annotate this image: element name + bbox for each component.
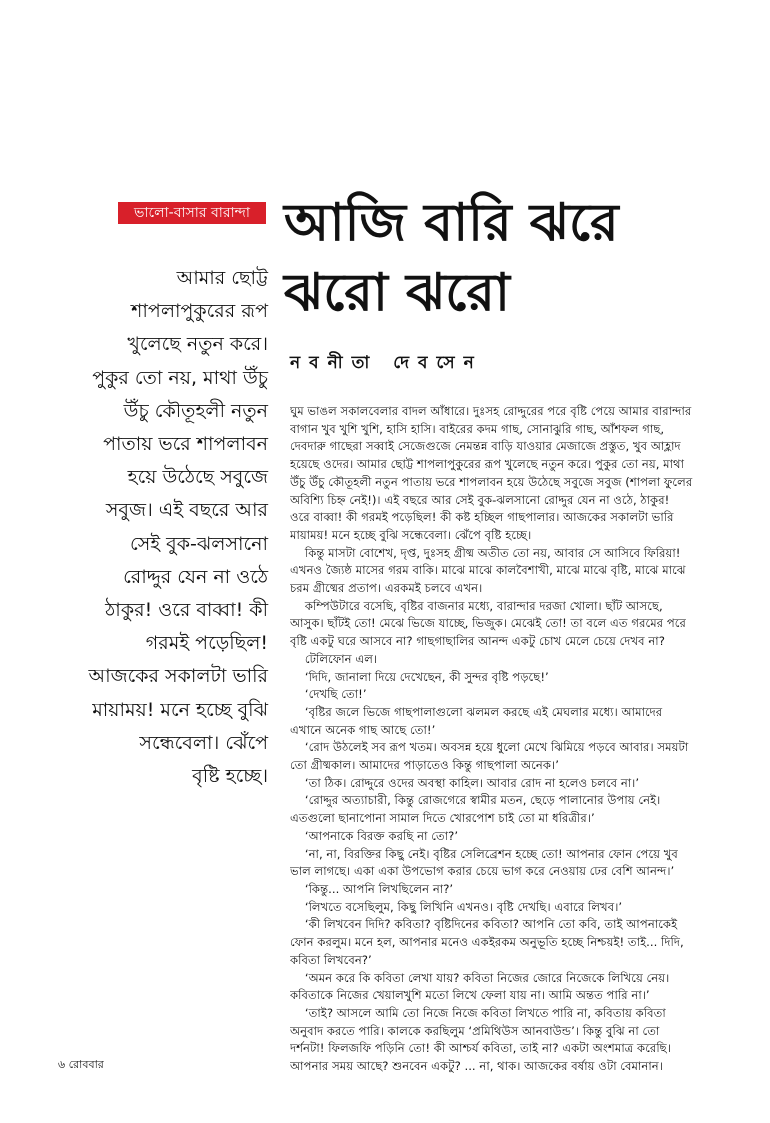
body-line: কবিতা লিখবেন?’: [290, 952, 372, 967]
body-line: ‘তা ঠিক। রোদ্দুরে ওদের অবস্থা কাহিল। আবার রোদ না হলেও চলবে না।’: [290, 775, 640, 790]
body-line: চরম গ্রীষ্মের প্রতাপ। এরকমই চলবে এখন।: [290, 581, 483, 596]
body-line: উঁচু উঁচু কৌতূহলী নতুন পাতায় ভরে শাপলাবন হয়ে উঠেছে সবুজে সবুজ (শাপলা ফুলের: [290, 474, 693, 489]
body-line: এখানে অনেক গাছ আছে তো!’: [290, 722, 436, 737]
body-line: ‘দিদি, জানালা দিয়ে দেখেছেন, কী সুন্দর বৃষ্টি পড়ছে!’: [290, 669, 549, 684]
body-line: ‘না, না, বিরক্তির কিছু নেই। বৃষ্টির সেলিব্রেশন হচ্ছে তো! আপনার ফোন পেয়ে খুব: [290, 846, 678, 861]
body-line: ‘দেখছি তো!’: [290, 687, 367, 702]
pull-quote-line: মায়াময়! মনে হচ্ছে বুঝি: [92, 698, 268, 721]
body-line: অনুবাদ করতে পারি। কালকে করছিলুম ‘প্রমিথিউস আনবাউন্ড’। কিন্তু বুঝি না তো: [290, 1023, 660, 1038]
body-line: ফোন করলুম। মনে হল, আপনার মনেও একইরকম অনুভূতি হচ্ছে নিশ্চয়ই! তাই... দিদি,: [290, 935, 684, 950]
pull-quote-line: পাতায় ভরে শাপলাবন: [103, 433, 268, 456]
body-line: বাগান খুব খুশি খুশি, হাসি হাসি। বাইরের কদম গাছ, সোনাঝুরি গাছ, আঁশফল গাছ,: [290, 421, 665, 436]
body-line: ‘লিখতে বসেছিলুম, কিছু লিখিনি এখনও। বৃষ্টি দেখছি। এবারে লিখব।’: [290, 899, 623, 914]
body-line: বৃষ্টি একটু ঘরে আসবে না? গাছগাছালির আনন্দ একটু চোখ মেলে চেয়ে দেখব না?: [290, 634, 665, 649]
pull-quote-line: গরমই পড়েছিল!: [145, 632, 268, 655]
section-tag: ভালো-বাসার বারান্দা: [118, 202, 266, 224]
body-line: টেলিফোন এল।: [290, 651, 378, 666]
body-line: হয়েছে ওদের। আমার ছোট্ট শাপলাপুকুরের রূপ খুলেছে নতুন করে। পুকুর তো নয়, মাথা: [290, 457, 685, 472]
article-title: [284, 188, 754, 328]
body-line: তো গ্রীষ্মকাল। আমাদের পাড়াতেও কিন্তু গাছপালা অনেক।’: [290, 758, 559, 773]
pull-quote-line: হয়ে উঠেছে সবুজে: [127, 466, 268, 489]
pull-quote-line: বৃষ্টি হচ্ছে।: [192, 765, 268, 788]
pull-quote-line: শাপলাপুকুরের রূপ: [131, 300, 268, 323]
body-line: এতগুলো ছানাপোনা সামাল দিতে খোরপোশ চাই তো মা ধরিত্রীর।’: [290, 811, 595, 826]
pull-quote: [78, 262, 268, 793]
pull-quote-line: সন্ধেবেলা। ঝেঁপে: [139, 731, 268, 754]
body-line: ‘আপনাকে বিরক্ত করছি না তো?’: [290, 828, 459, 843]
body-line: কিন্তু মাসটা বোশেখ, দৃপ্ত, দুঃসহ গ্রীষ্ম অতীত তো নয়, আবার সে আসিবে ফিরিয়া!: [290, 545, 681, 560]
title-line-1: আজি বারি ঝরে: [284, 193, 619, 253]
pull-quote-line: পুকুর তো নয়, মাথা উঁচু: [92, 366, 268, 389]
pull-quote-line: উঁচু কৌতূহলী নতুন: [123, 399, 268, 422]
body-line: ‘কিন্তু... আপনি লিখছিলেন না?’: [290, 881, 454, 896]
pull-quote-line: সেই বুক-ঝলসানো: [130, 532, 268, 555]
pull-quote-line: রোদ্দুর যেন না ওঠে: [123, 565, 268, 588]
body-line: ‘রোদ্দুর অত্যাচারী, কিন্তু রোজগেরে স্বামীর মতন, ছেড়ে পালানোর উপায় নেই।: [290, 793, 661, 808]
body-line: কম্পিউটারে বসেছি, বৃষ্টির বাজনার মধ্যে, বারান্দার দরজা খোলা। ছাঁট আসছে,: [290, 598, 663, 613]
author-byline: নবনীতা দেবসেন: [290, 353, 483, 373]
body-line: ‘অমন করে কি কবিতা লেখা যায়? কবিতা নিজের জোরে নিজেকে লিখিয়ে নেয়।: [290, 970, 670, 985]
pull-quote-line: আজকের সকালটা ভারি: [88, 665, 268, 688]
body-line: ‘রোদ উঠলেই সব রূপ খতম। অবসন্ন হয়ে ধুলো মেখে ঝিমিয়ে পড়বে আবার। সময়টা: [290, 740, 689, 755]
body-line: ঘুম ভাঙল সকালবেলার বাদল আঁধারে। দুঃসহ রোদ্দুরের পরে বৃষ্টি পেয়ে আমার বারান্দার: [290, 404, 692, 418]
pull-quote-line: আমার ছোট্ট: [176, 267, 268, 289]
pull-quote-line: সবুজ। এই বছরে আর: [105, 499, 268, 522]
body-line: মায়াময়! মনে হচ্ছে বুঝি সন্ধেবেলা। ঝেঁপে বৃষ্টি হচ্ছে।: [290, 527, 532, 542]
title-line-2: ঝরো ঝরো: [284, 263, 510, 323]
body-line: কবিতাকে নিজের খেয়ালখুশি মতো লিখে ফেলা যায় না। আমি অন্তত পারি না।’: [290, 988, 650, 1003]
body-line: দর্শনটা! ফিলজফি পড়িনি তো! কী আশ্চর্য কবিতা, তাই না? একটা অংশমাত্র করেছি।: [290, 1041, 671, 1056]
pull-quote-line: ঠাকুর! ওরে বাব্বা! কী: [105, 599, 268, 622]
body-line: ‘কী লিখবেন দিদি? কবিতা? বৃষ্টিদিনের কবিতা? আপনি তো কবি, তাই আপনাকেই: [290, 917, 678, 932]
body-line: আসুক। ছাঁটই তো! মেঝে ভিজে যাচ্ছে, ভিজুক। মেঝেই তো! তা বলে এত গরমের পরে: [290, 616, 686, 631]
body-line: ভাল লাগছে। একা একা উপভোগ করার চেয়ে ভাগ করে নেওয়ায় ঢের বেশি আনন্দ।’: [290, 864, 675, 879]
body-line: ‘বৃষ্টির জলে ভিজে গাছপালাগুলো ঝলমল করছে এই মেঘলার মধ্যে। আমাদের: [290, 704, 663, 719]
body-line: দেবদারু গাছেরা সব্বাই সেজেগুজে নেমন্তন্ন বাড়ি যাওয়ার মেজাজে প্রস্তুত, খুব আহ্লাদ: [290, 439, 681, 454]
pull-quote-line: খুলেছে নতুন করে।: [127, 333, 268, 356]
body-line: এখনও জ্যৈষ্ঠ মাসের গরম বাকি। মাঝে মাঝে কালবৈশাখী, মাঝে মাঝে বৃষ্টি, মাঝে মাঝে: [290, 563, 686, 578]
body-line: অবিশ্যি চিহ্ন নেই!)। এই বছরে আর সেই বুক-ঝলসানো রোদ্দুর যেন না ওঠে, ঠাকুর!: [290, 492, 670, 507]
page-folio: ৬ রোববার: [58, 1058, 104, 1071]
article-body: [290, 403, 752, 1076]
body-line: আপনার সময় আছে? শুনবেন একটু? ... না, থাক। আজকের বর্ষায় ওটা বেমানান।: [290, 1059, 663, 1074]
body-line: ‘তাই? আসলে আমি তো নিজে নিজে কবিতা লিখতে পারি না, কবিতায় কবিতা: [290, 1005, 666, 1020]
body-line: ওরে বাব্বা! কী গরমই পড়েছিল! কী কষ্ট হচ্ছিল গাছপালার। আজকের সকালটা ভারি: [290, 510, 674, 525]
